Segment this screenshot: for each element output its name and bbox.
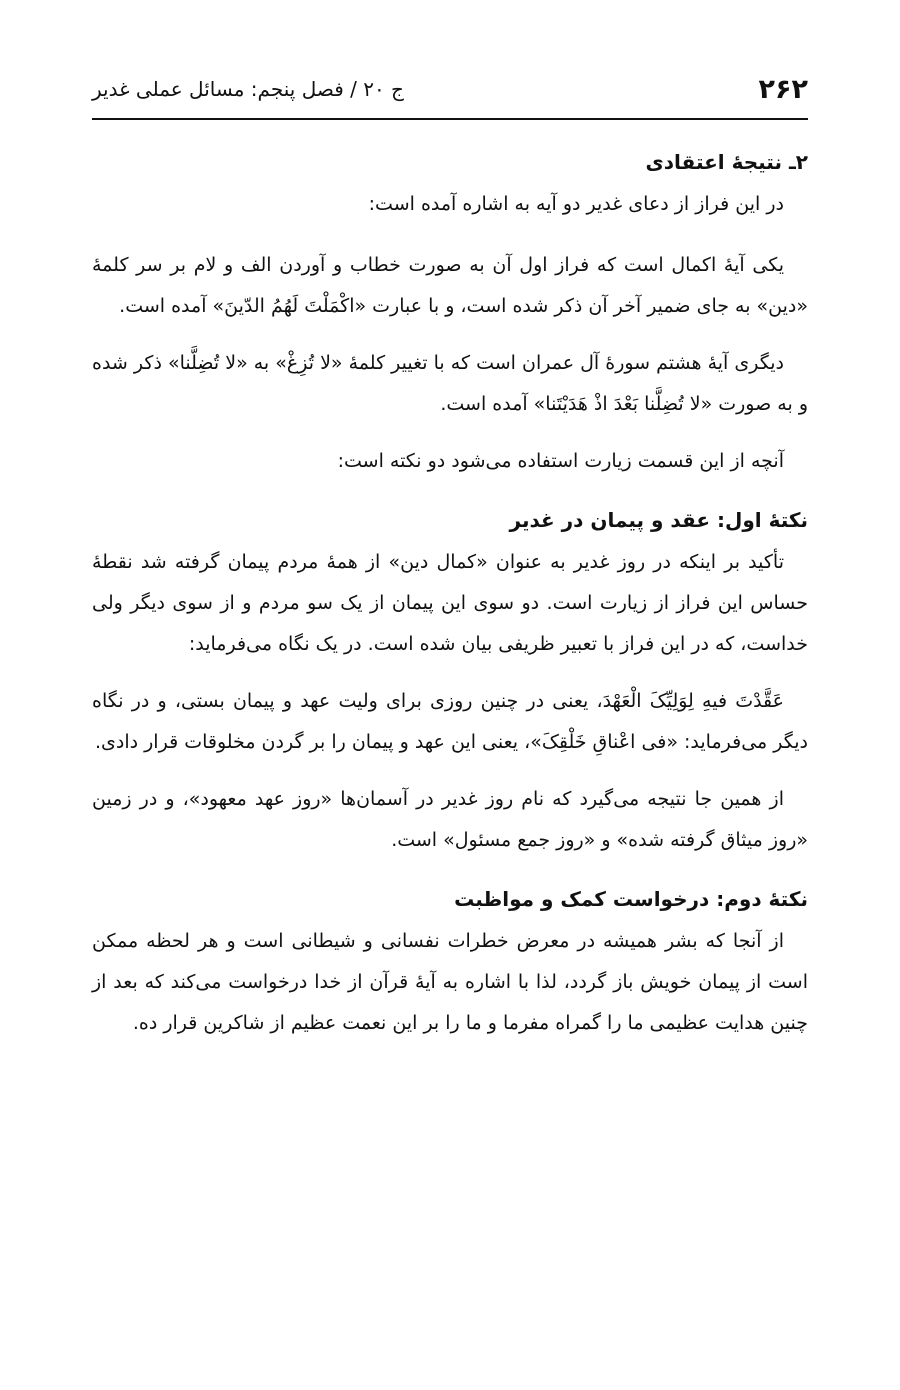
page-number: ۲۶۲ xyxy=(758,73,808,105)
paragraph: عَقَّدْتَ فیهِ لِوَلِیِّکَ الْعَهْدَ، یعنی در چنین روزی برای ولیت عهد و پیمان بستی، و در نگاه دیگر می‌فرماید: «فی اعْناقِ خَلْقِکَ»، یعنی این عهد و پیمان را بر گردن مخلوقات قرار دادی. xyxy=(92,690,808,753)
section-heading-covenant: نکتهٔ اول: عقد و پیمان در غدیر xyxy=(509,508,808,532)
paragraph: از آنجا که بشر همیشه در معرض خطرات نفسانی و شیطانی است و هر لحظه ممکن است از پیمان خویش باز گردد، لذا با اشاره به آیهٔ قرآن از خدا درخواست می‌کند که بعد از چنین هدایت عظیمی ما را گمراه مفرما و ما را بر این نعمت عظیم از شاکرین قرار ده. xyxy=(92,930,808,1034)
paragraph: آنچه از این قسمت زیارت استفاده می‌شود دو نکته است: xyxy=(337,450,784,472)
paragraph: دیگری آیهٔ هشتم سورهٔ آل عمران است که با تغییر کلمهٔ «لا تُزِغْ» به «لا تُضِلَّنا» ذکر شده و به صورت «لا تُضِلَّنا بَعْدَ اذْ هَدَیْتَنا» آمده است. xyxy=(92,352,808,415)
page-body xyxy=(92,140,808,1060)
paragraph: یکی آیهٔ اکمال است که فراز اول آن به صورت خطاب و آوردن الف و لام بر سر کلمهٔ «دین» به جای ضمیر آخر آن ذکر شده است، و با عبارت «اکْمَلْتَ لَهُمُ الدّینَ» آمده است. xyxy=(92,254,808,317)
section-heading-request: نکتهٔ دوم: درخواست کمک و مواظبت xyxy=(454,887,808,911)
paragraph: تأکید بر اینکه در روز غدیر به عنوان «کمال دین» از همهٔ مردم پیمان گرفته شد نقطهٔ حساس این فراز از زیارت است. دو سوی این پیمان از یک سو مردم و از سوی دیگر ولی خداست، که در این فراز با تعبیر ظریفی بیان شده است. در یک نگاه می‌فرماید: xyxy=(92,551,808,655)
section-heading-belief: ۲ـ نتیجهٔ اعتقادی xyxy=(645,150,808,174)
paragraph: در این فراز از دعای غدیر دو آیه به اشاره آمده است: xyxy=(368,193,784,215)
page-header xyxy=(92,60,808,120)
running-title: ج ۲۰ / فصل پنجم: مسائل عملی غدیر xyxy=(92,77,404,101)
paragraph: از همین جا نتیجه می‌گیرد که نام روز غدیر در آسمان‌ها «روز عهد معهود»، و در زمین «روز میثاق گرفته شده» و «روز جمع مسئول» است. xyxy=(92,788,808,851)
